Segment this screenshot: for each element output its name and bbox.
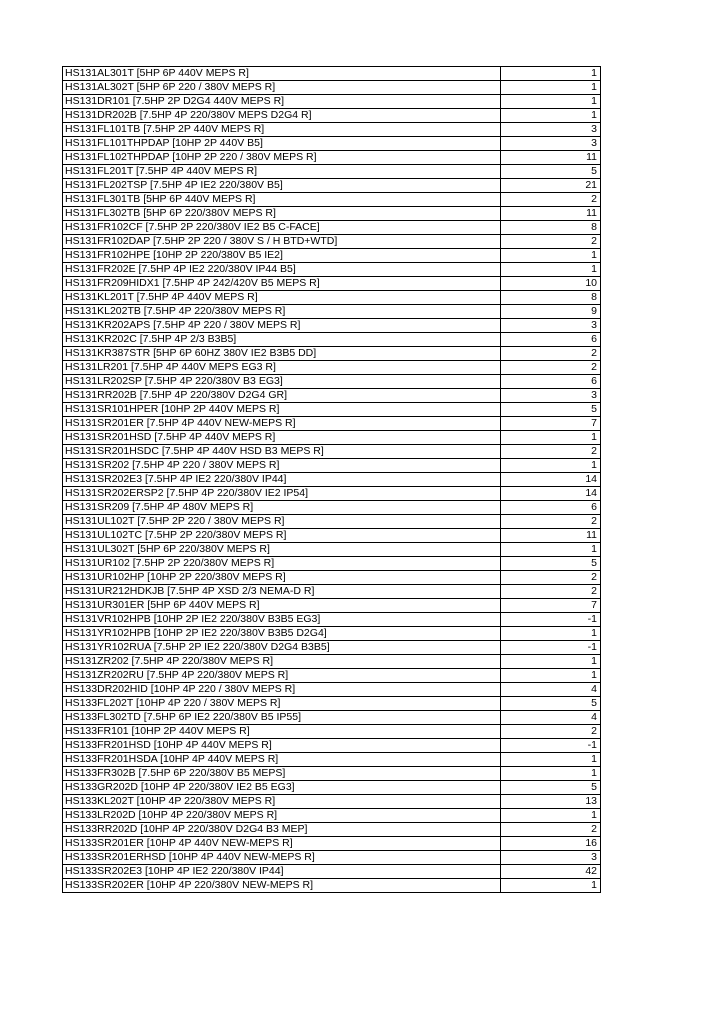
table-row bbox=[63, 837, 601, 851]
item-description-cell: HS131DR202B [7.5HP 4P 220/380V MEPS D2G4 R] bbox=[63, 109, 501, 123]
quantity-cell: 6 bbox=[501, 501, 601, 515]
table-row bbox=[63, 361, 601, 375]
table-row bbox=[63, 263, 601, 277]
table-row bbox=[63, 879, 601, 893]
item-description-cell: HS131UL102T [7.5HP 2P 220 / 380V MEPS R] bbox=[63, 515, 501, 529]
quantity-cell: 1 bbox=[501, 459, 601, 473]
quantity-cell: 2 bbox=[501, 445, 601, 459]
table-row bbox=[63, 557, 601, 571]
item-description-cell: HS131FR102CF [7.5HP 2P 220/380V IE2 B5 C-FACE] bbox=[63, 221, 501, 235]
table-row bbox=[63, 249, 601, 263]
item-description-cell: HS131SR101HPER [10HP 2P 440V MEPS R] bbox=[63, 403, 501, 417]
quantity-cell: 14 bbox=[501, 487, 601, 501]
item-description-cell: HS131AL301T [5HP 6P 440V MEPS R] bbox=[63, 67, 501, 81]
quantity-cell: -1 bbox=[501, 739, 601, 753]
table-row bbox=[63, 739, 601, 753]
quantity-cell: 5 bbox=[501, 403, 601, 417]
item-description-cell: HS131UL302T [5HP 6P 220/380V MEPS R] bbox=[63, 543, 501, 557]
item-description-cell: HS131FL302TB [5HP 6P 220/380V MEPS R] bbox=[63, 207, 501, 221]
item-description-cell: HS133SR201ER [10HP 4P 440V NEW-MEPS R] bbox=[63, 837, 501, 851]
item-description-cell: HS131SR201HSD [7.5HP 4P 440V MEPS R] bbox=[63, 431, 501, 445]
item-description-cell: HS131ZR202RU [7.5HP 4P 220/380V MEPS R] bbox=[63, 669, 501, 683]
table-row bbox=[63, 431, 601, 445]
table-row bbox=[63, 599, 601, 613]
item-description-cell: HS133KL202T [10HP 4P 220/380V MEPS R] bbox=[63, 795, 501, 809]
quantity-cell: 3 bbox=[501, 851, 601, 865]
table-row bbox=[63, 123, 601, 137]
item-description-cell: HS131YR102RUA [7.5HP 2P IE2 220/380V D2G4 B3B5] bbox=[63, 641, 501, 655]
item-description-cell: HS133FL202T [10HP 4P 220 / 380V MEPS R] bbox=[63, 697, 501, 711]
table-row bbox=[63, 333, 601, 347]
quantity-cell: 11 bbox=[501, 529, 601, 543]
quantity-cell: 4 bbox=[501, 711, 601, 725]
item-description-cell: HS133SR202E3 [10HP 4P IE2 220/380V IP44] bbox=[63, 865, 501, 879]
item-description-cell: HS131FL202TSP [7.5HP 4P IE2 220/380V B5] bbox=[63, 179, 501, 193]
item-description-cell: HS131LR201 [7.5HP 4P 440V MEPS EG3 R] bbox=[63, 361, 501, 375]
item-description-cell: HS131UL102TC [7.5HP 2P 220/380V MEPS R] bbox=[63, 529, 501, 543]
item-description-cell: HS131FR102HPE [10HP 2P 220/380V B5 IE2] bbox=[63, 249, 501, 263]
quantity-cell: 42 bbox=[501, 865, 601, 879]
quantity-cell: 2 bbox=[501, 235, 601, 249]
quantity-cell: 1 bbox=[501, 627, 601, 641]
item-description-cell: HS131VR102HPB [10HP 2P IE2 220/380V B3B5 EG3] bbox=[63, 613, 501, 627]
table-row bbox=[63, 235, 601, 249]
table-row bbox=[63, 571, 601, 585]
table-row bbox=[63, 697, 601, 711]
table-row bbox=[63, 515, 601, 529]
table-row bbox=[63, 809, 601, 823]
quantity-cell: 9 bbox=[501, 305, 601, 319]
table-row bbox=[63, 375, 601, 389]
quantity-cell: 1 bbox=[501, 753, 601, 767]
quantity-cell: 1 bbox=[501, 669, 601, 683]
quantity-cell: 7 bbox=[501, 417, 601, 431]
table-row bbox=[63, 193, 601, 207]
table-row bbox=[63, 305, 601, 319]
item-description-cell: HS131SR202ERSP2 [7.5HP 4P 220/380V IE2 IP54] bbox=[63, 487, 501, 501]
quantity-cell: 13 bbox=[501, 795, 601, 809]
quantity-cell: 3 bbox=[501, 137, 601, 151]
item-description-cell: HS131FL101TB [7.5HP 2P 440V MEPS R] bbox=[63, 123, 501, 137]
table-row bbox=[63, 445, 601, 459]
quantity-cell: 1 bbox=[501, 543, 601, 557]
table-row bbox=[63, 865, 601, 879]
item-description-cell: HS131SR209 [7.5HP 4P 480V MEPS R] bbox=[63, 501, 501, 515]
quantity-cell: 6 bbox=[501, 333, 601, 347]
table-row bbox=[63, 81, 601, 95]
item-description-cell: HS131UR212HDKJB [7.5HP 4P XSD 2/3 NEMA-D R] bbox=[63, 585, 501, 599]
table-row bbox=[63, 767, 601, 781]
item-description-cell: HS131FL101THPDAP [10HP 2P 440V B5] bbox=[63, 137, 501, 151]
quantity-cell: 3 bbox=[501, 319, 601, 333]
inventory-table bbox=[62, 66, 601, 893]
table-row bbox=[63, 277, 601, 291]
quantity-cell: 2 bbox=[501, 193, 601, 207]
item-description-cell: HS131SR202 [7.5HP 4P 220 / 380V MEPS R] bbox=[63, 459, 501, 473]
quantity-cell: 1 bbox=[501, 767, 601, 781]
table-row bbox=[63, 655, 601, 669]
table-row bbox=[63, 641, 601, 655]
item-description-cell: HS133FR201HSDA [10HP 4P 440V MEPS R] bbox=[63, 753, 501, 767]
table-row bbox=[63, 543, 601, 557]
table-row bbox=[63, 67, 601, 81]
table-row bbox=[63, 403, 601, 417]
quantity-cell: 4 bbox=[501, 683, 601, 697]
item-description-cell: HS131YR102HPB [10HP 2P IE2 220/380V B3B5 D2G4] bbox=[63, 627, 501, 641]
table-row bbox=[63, 753, 601, 767]
quantity-cell: 5 bbox=[501, 781, 601, 795]
quantity-cell: 2 bbox=[501, 347, 601, 361]
table-row bbox=[63, 319, 601, 333]
table-row bbox=[63, 669, 601, 683]
item-description-cell: HS131FL301TB [5HP 6P 440V MEPS R] bbox=[63, 193, 501, 207]
quantity-cell: 10 bbox=[501, 277, 601, 291]
item-description-cell: HS133SR202ER [10HP 4P 220/380V NEW-MEPS R] bbox=[63, 879, 501, 893]
table-row bbox=[63, 823, 601, 837]
table-row bbox=[63, 711, 601, 725]
quantity-cell: 5 bbox=[501, 697, 601, 711]
quantity-cell: 2 bbox=[501, 823, 601, 837]
item-description-cell: HS133SR201ERHSD [10HP 4P 440V NEW-MEPS R] bbox=[63, 851, 501, 865]
item-description-cell: HS131KR202C [7.5HP 4P 2/3 B3B5] bbox=[63, 333, 501, 347]
item-description-cell: HS131SR202E3 [7.5HP 4P IE2 220/380V IP44] bbox=[63, 473, 501, 487]
table-row bbox=[63, 389, 601, 403]
quantity-cell: 2 bbox=[501, 571, 601, 585]
quantity-cell: 1 bbox=[501, 655, 601, 669]
item-description-cell: HS133GR202D [10HP 4P 220/380V IE2 B5 EG3] bbox=[63, 781, 501, 795]
quantity-cell: 2 bbox=[501, 725, 601, 739]
item-description-cell: HS131ZR202 [7.5HP 4P 220/380V MEPS R] bbox=[63, 655, 501, 669]
quantity-cell: 1 bbox=[501, 109, 601, 123]
table-row bbox=[63, 613, 601, 627]
quantity-cell: 1 bbox=[501, 879, 601, 893]
item-description-cell: HS131SR201ER [7.5HP 4P 440V NEW-MEPS R] bbox=[63, 417, 501, 431]
table-row bbox=[63, 179, 601, 193]
item-description-cell: HS131UR102HP [10HP 2P 220/380V MEPS R] bbox=[63, 571, 501, 585]
table-row bbox=[63, 221, 601, 235]
table-row bbox=[63, 151, 601, 165]
item-description-cell: HS131UR102 [7.5HP 2P 220/380V MEPS R] bbox=[63, 557, 501, 571]
quantity-cell: 7 bbox=[501, 599, 601, 613]
table-row bbox=[63, 725, 601, 739]
quantity-cell: 8 bbox=[501, 221, 601, 235]
table-row bbox=[63, 291, 601, 305]
table-row bbox=[63, 781, 601, 795]
quantity-cell: 1 bbox=[501, 809, 601, 823]
table-row bbox=[63, 473, 601, 487]
quantity-cell: 1 bbox=[501, 249, 601, 263]
item-description-cell: HS131FR202E [7.5HP 4P IE2 220/380V IP44 B5] bbox=[63, 263, 501, 277]
quantity-cell: 5 bbox=[501, 557, 601, 571]
item-description-cell: HS133FR302B [7.5HP 6P 220/380V B5 MEPS] bbox=[63, 767, 501, 781]
table-row bbox=[63, 137, 601, 151]
table-row bbox=[63, 347, 601, 361]
item-description-cell: HS131FL102THPDAP [10HP 2P 220 / 380V MEPS R] bbox=[63, 151, 501, 165]
item-description-cell: HS131FR102DAP [7.5HP 2P 220 / 380V S / H BTD+WTD] bbox=[63, 235, 501, 249]
table-row bbox=[63, 459, 601, 473]
quantity-cell: 1 bbox=[501, 95, 601, 109]
item-description-cell: HS133DR202HID [10HP 4P 220 / 380V MEPS R] bbox=[63, 683, 501, 697]
table-row bbox=[63, 165, 601, 179]
table-row bbox=[63, 501, 601, 515]
quantity-cell: 8 bbox=[501, 291, 601, 305]
quantity-cell: 1 bbox=[501, 81, 601, 95]
item-description-cell: HS131FL201T [7.5HP 4P 440V MEPS R] bbox=[63, 165, 501, 179]
table-row bbox=[63, 417, 601, 431]
item-description-cell: HS131SR201HSDC [7.5HP 4P 440V HSD B3 MEPS R] bbox=[63, 445, 501, 459]
table-row bbox=[63, 95, 601, 109]
item-description-cell: HS131KL202TB [7.5HP 4P 220/380V MEPS R] bbox=[63, 305, 501, 319]
item-description-cell: HS131KR387STR [5HP 6P 60HZ 380V IE2 B3B5 DD] bbox=[63, 347, 501, 361]
item-description-cell: HS133FR101 [10HP 2P 440V MEPS R] bbox=[63, 725, 501, 739]
item-description-cell: HS131KL201T [7.5HP 4P 440V MEPS R] bbox=[63, 291, 501, 305]
quantity-cell: 5 bbox=[501, 165, 601, 179]
table-row bbox=[63, 683, 601, 697]
quantity-cell: 14 bbox=[501, 473, 601, 487]
quantity-cell: 16 bbox=[501, 837, 601, 851]
quantity-cell: 1 bbox=[501, 431, 601, 445]
item-description-cell: HS133LR202D [10HP 4P 220/380V MEPS R] bbox=[63, 809, 501, 823]
quantity-cell: 2 bbox=[501, 515, 601, 529]
item-description-cell: HS131UR301ER [5HP 6P 440V MEPS R] bbox=[63, 599, 501, 613]
quantity-cell: -1 bbox=[501, 613, 601, 627]
quantity-cell: 1 bbox=[501, 67, 601, 81]
table-row bbox=[63, 627, 601, 641]
quantity-cell: 6 bbox=[501, 375, 601, 389]
quantity-cell: 3 bbox=[501, 123, 601, 137]
item-description-cell: HS131AL302T [5HP 6P 220 / 380V MEPS R] bbox=[63, 81, 501, 95]
item-description-cell: HS133RR202D [10HP 4P 220/380V D2G4 B3 MEP] bbox=[63, 823, 501, 837]
inventory-table-body bbox=[63, 67, 601, 893]
quantity-cell: 11 bbox=[501, 207, 601, 221]
quantity-cell: 21 bbox=[501, 179, 601, 193]
quantity-cell: 3 bbox=[501, 389, 601, 403]
quantity-cell: 1 bbox=[501, 263, 601, 277]
table-row bbox=[63, 109, 601, 123]
item-description-cell: HS131RR202B [7.5HP 4P 220/380V D2G4 GR] bbox=[63, 389, 501, 403]
table-row bbox=[63, 851, 601, 865]
table-row bbox=[63, 487, 601, 501]
table-row bbox=[63, 529, 601, 543]
quantity-cell: 2 bbox=[501, 361, 601, 375]
item-description-cell: HS133FR201HSD [10HP 4P 440V MEPS R] bbox=[63, 739, 501, 753]
item-description-cell: HS131DR101 [7.5HP 2P D2G4 440V MEPS R] bbox=[63, 95, 501, 109]
item-description-cell: HS133FL302TD [7.5HP 6P IE2 220/380V B5 IP55] bbox=[63, 711, 501, 725]
table-row bbox=[63, 585, 601, 599]
item-description-cell: HS131LR202SP [7.5HP 4P 220/380V B3 EG3] bbox=[63, 375, 501, 389]
quantity-cell: -1 bbox=[501, 641, 601, 655]
table-row bbox=[63, 207, 601, 221]
quantity-cell: 11 bbox=[501, 151, 601, 165]
item-description-cell: HS131KR202APS [7.5HP 4P 220 / 380V MEPS R] bbox=[63, 319, 501, 333]
table-row bbox=[63, 795, 601, 809]
item-description-cell: HS131FR209HIDX1 [7.5HP 4P 242/420V B5 MEPS R] bbox=[63, 277, 501, 291]
quantity-cell: 2 bbox=[501, 585, 601, 599]
